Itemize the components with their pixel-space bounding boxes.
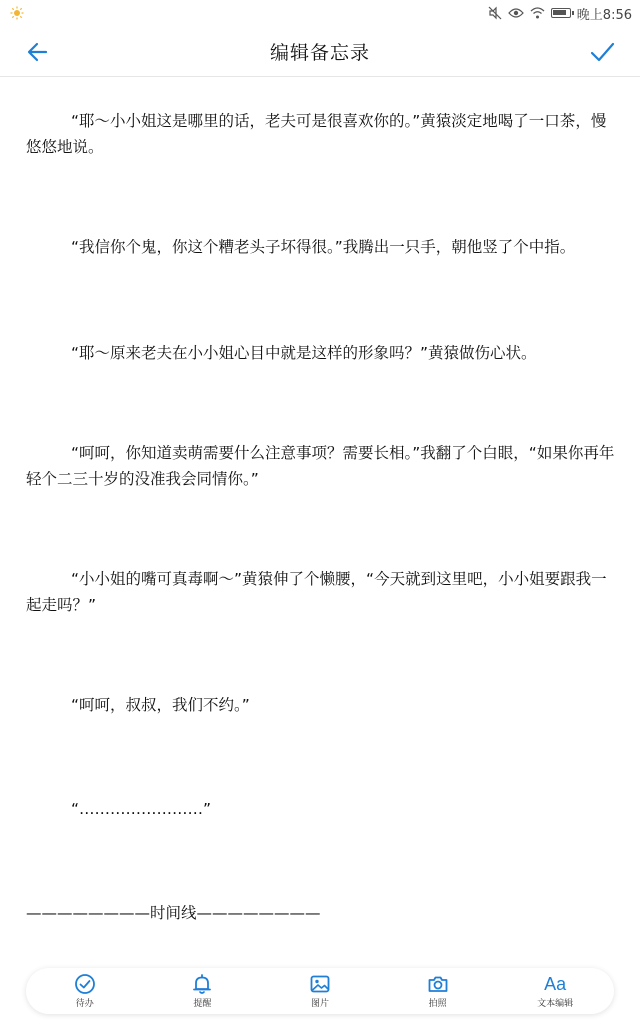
mute-icon <box>488 6 502 20</box>
text-edit-button[interactable] <box>515 973 595 1009</box>
note-paragraph: “……………………” <box>71 800 212 818</box>
battery-icon <box>551 8 571 18</box>
save-button[interactable] <box>588 38 616 66</box>
note-paragraph: “耶～小小姐这是哪里的话，老夫可是很喜欢你的。”黄猿淡定地喝了一口茶，慢悠悠地说。 <box>26 112 607 156</box>
bottom-toolbar <box>26 968 614 1014</box>
back-button[interactable] <box>24 38 52 66</box>
status-indicators <box>488 4 632 23</box>
remind-button[interactable] <box>162 973 242 1009</box>
brightness-icon <box>10 6 24 20</box>
image-label: 图片 <box>310 999 329 1009</box>
text-edit-label: 文本编辑 <box>537 999 574 1009</box>
page-title: 编辑备忘录 <box>269 41 370 64</box>
status-bar <box>0 0 640 26</box>
camera-label: 拍照 <box>428 999 447 1009</box>
note-paragraph: “呵呵，你知道卖萌需要什么注意事项？需要长相。”我翻了个白眼，“如果你再年轻个二三十岁的没准我会同情你。” <box>26 444 615 488</box>
bell-icon <box>191 973 213 995</box>
note-paragraph: “我信你个鬼，你这个糟老头子坏得很。”我腾出一只手，朝他竖了个中指。 <box>71 238 576 256</box>
check-circle-icon <box>74 973 96 995</box>
note-paragraph: “小小姐的嘴可真毒啊～”黄猿伸了个懒腰，“今天就到这里吧，小小姐要跟我一起走吗？” <box>26 570 607 614</box>
eye-comfort-icon <box>508 7 524 19</box>
back-arrow-icon <box>24 38 52 66</box>
text-format-icon: Aa <box>544 974 567 994</box>
image-icon <box>309 973 331 995</box>
editor-toolbar <box>0 26 640 77</box>
note-paragraph: “耶～原来老夫在小小姐心目中就是这样的形象吗？”黄猿做伤心状。 <box>71 344 537 362</box>
camera-button[interactable] <box>398 973 478 1009</box>
todo-button[interactable] <box>45 973 125 1009</box>
note-text-area[interactable] <box>26 78 616 958</box>
note-paragraph: “呵呵，叔叔，我们不约。” <box>71 696 250 714</box>
wifi-icon <box>530 7 545 19</box>
remind-label: 提醒 <box>193 999 212 1009</box>
camera-icon <box>427 973 449 995</box>
image-button[interactable] <box>280 973 360 1009</box>
checkmark-icon <box>588 38 616 66</box>
timeline-divider: ————————时间线———————— <box>26 904 321 922</box>
todo-label: 待办 <box>75 999 94 1009</box>
status-time: 晚上8:56 <box>576 7 632 23</box>
